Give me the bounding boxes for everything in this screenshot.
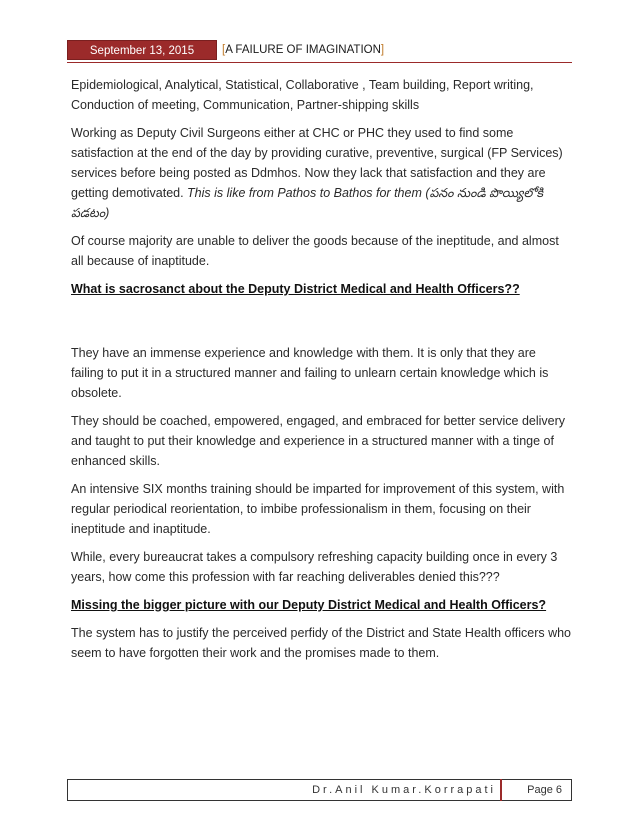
paragraph-text: Working as Deputy Civil Surgeons either at CHC or PHC they used to find some satisfaction at the end of the day by providing curative, preventive, surgical (FP Services) services before being posted as Ddmhos. Now they lack that satisfaction and they are getting demotivated. xyxy=(71,126,563,200)
page-content xyxy=(71,75,571,671)
training-paragraph: An intensive SIX months training should be imparted for improvement of this system, with regular periodical reorientation, to imbibe professionalism in them, focusing on their ineptitude and inaptitude. xyxy=(71,482,565,536)
blank-spacer xyxy=(71,307,571,343)
pathos-bathos-italic: This is like from Pathos to Bathos for them (పనం నుండి పొయ్యిలోకి పడటం) xyxy=(71,186,543,220)
bracket-close: ] xyxy=(380,44,385,56)
skills-paragraph: Epidemiological, Analytical, Statistical, Collaborative , Team building, Report writing, Conduction of meeting, Communication, Partner-shipping skills xyxy=(71,78,534,112)
page-header xyxy=(0,0,638,70)
sacrosanct-heading: What is sacrosanct about the Deputy District Medical and Health Officers?? xyxy=(71,282,520,296)
header-rule xyxy=(67,62,572,63)
footer-separator xyxy=(500,779,502,801)
bracket-open: [ xyxy=(222,44,226,56)
header-title xyxy=(222,40,384,60)
document-title: A FAILURE OF IMAGINATION xyxy=(225,44,381,56)
page-number: Page 6 xyxy=(527,784,562,796)
deputy-civil-surgeons-paragraph xyxy=(71,123,571,223)
footer-author: Dr.Anil Kumar.Korrapati xyxy=(312,784,496,796)
experience-paragraph: They have an immense experience and knowledge with them. It is only that they are failing to put it in a structured manner and failing to unlearn certain knowledge which is obsolete. xyxy=(71,346,549,400)
header-date: September 13, 2015 xyxy=(67,40,217,60)
majority-unable-paragraph: Of course majority are unable to deliver the goods because of the ineptitude, and almost all because of inaptitude. xyxy=(71,234,559,268)
perfidy-paragraph: The system has to justify the perceived perfidy of the District and State Health officers who seem to have forgotten their work and the promises made to them. xyxy=(71,626,572,660)
bureaucrat-paragraph: While, every bureaucrat takes a compulsory refreshing capacity building once in every 3 years, how come this profession with far reaching deliverables denied this??? xyxy=(71,550,558,584)
coached-paragraph: They should be coached, empowered, engaged, and embraced for better service delivery and taught to put their knowledge and experience in a structured manner with a tinge of enhanced skills. xyxy=(71,414,566,468)
bigger-picture-heading: Missing the bigger picture with our Deputy District Medical and Health Officers? xyxy=(71,598,547,612)
page-footer xyxy=(67,779,572,801)
